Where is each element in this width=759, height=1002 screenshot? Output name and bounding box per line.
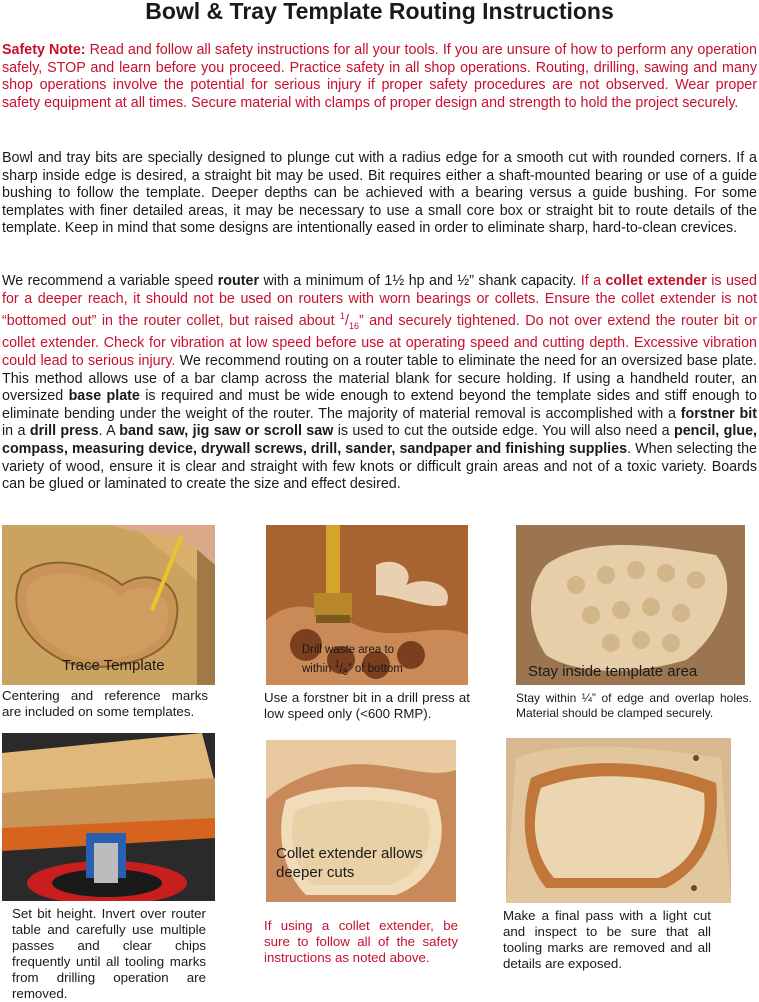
safety-note xyxy=(2,42,757,112)
intro-paragraph: Bowl and tray bits are specially designed to plunge cut with a radius edge for a smooth cut with rounded corners. If a sharp inside edge is desired, a straight bit may be used. Bit requires either a shaft-mounted bearing or use of a guide bushing to follow the template. Deeper depths can be achieved with a bearing versus a guide bushing. For some templates with finer detailed areas, it may be necessary to use a small core box or straight bit to route details of the template. Keep in mind that some designs are intentionally eased in order to eliminate sharp, hard-to-clean crevices. xyxy=(2,150,757,237)
trace-template-photo xyxy=(2,525,215,685)
safety-text: Read and follow all safety instructions for all your tools. If you are unsure of how to perform any operation safely, STOP and learn before you proceed. Practice safety in all shop operations. Routing, drilling, sawing and many shop operations involve the potential for serious injury if proper safety procedures are not observed. Wear proper safety equipment at all times. Secure material with clamps of proper design and strength to hold the project securely. xyxy=(2,42,757,111)
rec-collet: collet extender xyxy=(605,273,707,289)
collet-warning-1: If a xyxy=(580,273,606,289)
rec-text-3: We recommend routing on a router table to eliminate the need for an oversized base plate. This method allows use of a bar clamp across the material blank for secure holding. If using a handheld router, an oversized xyxy=(2,353,757,405)
drill-fraction-numerator: 1 xyxy=(334,659,340,669)
recommendation-paragraph xyxy=(2,273,757,494)
step-2-caption: Use a forstner bit in a drill press at low speed only (<600 RMP). xyxy=(264,690,470,721)
rec-supplies: pencil, glue, compass, measuring device, drywall screws, drill, sander, sandpaper and finishing supplies xyxy=(2,423,758,457)
drill-waste-of-bottom: ” of bottom xyxy=(347,662,403,675)
rec-text-7: is used to cut the outside edge. You will also need a xyxy=(333,423,674,440)
step-4-caption: Set bit height. Invert over router table and carefully use multiple passes and clear chips frequently until all tooling marks from drilling operation are removed. xyxy=(12,906,206,1001)
collet-extender-label xyxy=(276,844,423,882)
fraction-numerator: 1 xyxy=(339,311,345,322)
collet-warning: If a collet extender is used for a deeper reach, it should not be used on routers with worn bearings or collets. Ensure the collet extender is not “bottomed out” in the router collet, but raised about $^1/_{16}$” and securely tightened. Do not over extend the router bit or collet extender. Check for vibration at low speed before use at operating speed and cutting depth. Excessive vibration could lead to serious injury. xyxy=(2,273,757,369)
collet-label-line-1: Collet extender allows xyxy=(276,845,423,862)
fraction-denominator: 16 xyxy=(348,320,359,331)
rec-text-5: in a xyxy=(2,423,30,440)
rec-drill-press: drill press xyxy=(29,423,99,440)
step-1-caption: Centering and reference marks are included on some templates. xyxy=(2,688,208,719)
step-6-caption: Make a final pass with a light cut and inspect to be sure that all tooling marks are removed and all details are exposed. xyxy=(503,908,711,971)
rec-text-4: is required and must be wide enough to extend beyond the template sides and stiff enough to eliminate bending under the weight of the router. The majority of material removal is accomplished with a xyxy=(2,388,757,422)
collet-warning-2: is used for a deeper reach, it should not be used on routers with worn bearings or collets. Ensure the collet extender is not “bottomed out” in the router collet, but raised about xyxy=(2,273,757,329)
trace-template-label: Trace Template xyxy=(62,657,165,674)
step-5-caption: If using a collet extender, be sure to follow all of the safety instructions as noted above. xyxy=(264,918,458,965)
collet-extender-photo xyxy=(266,740,456,902)
rec-router: router xyxy=(217,273,260,289)
rec-text-6: . A xyxy=(98,423,120,440)
rec-base-plate: base plate xyxy=(68,388,140,405)
collet-label-line-2: deeper cuts xyxy=(276,864,355,881)
stay-inside-label: Stay inside template area xyxy=(528,663,698,680)
drill-waste-line-2: within $^1/_8$” of bottom xyxy=(302,659,403,678)
template-area-photo xyxy=(516,525,745,685)
drill-waste-label xyxy=(302,643,403,679)
drill-fraction-denominator: 8 xyxy=(342,667,348,678)
rec-forstner: forstner bit xyxy=(680,405,757,422)
router-table-photo xyxy=(2,733,215,901)
rec-text-8: . When selecting the variety of wood, ensure it is clear and straight with few knots or difficult grain areas and not of a toxic variety. Boards can be glued or laminated to create the size and effect desired. xyxy=(2,440,758,493)
step-3-caption: Stay within ¼” of edge and overlap holes. Material should be clamped securely. xyxy=(516,691,752,720)
rec-text-2: with a minimum of 1½ hp and ½” shank capacity. xyxy=(259,273,581,289)
page-title: Bowl & Tray Template Routing Instructions xyxy=(145,0,614,24)
safety-label: Safety Note: xyxy=(2,42,86,58)
rec-saws: band saw, jig saw or scroll saw xyxy=(119,423,334,440)
drill-waste-within: within xyxy=(302,662,335,675)
forstner-bit-photo xyxy=(266,525,468,685)
final-pass-photo xyxy=(506,738,731,903)
rec-text-1: We recommend a variable speed xyxy=(2,273,218,289)
drill-waste-line-1: Drill waste area to xyxy=(302,644,395,656)
collet-warning-3: ” and securely tightened. Do not over extend the router bit or collet extender. Check for vibration at low speed before use at operating speed and cutting depth. Excessive vibration could lead to serious injury. xyxy=(2,312,757,369)
